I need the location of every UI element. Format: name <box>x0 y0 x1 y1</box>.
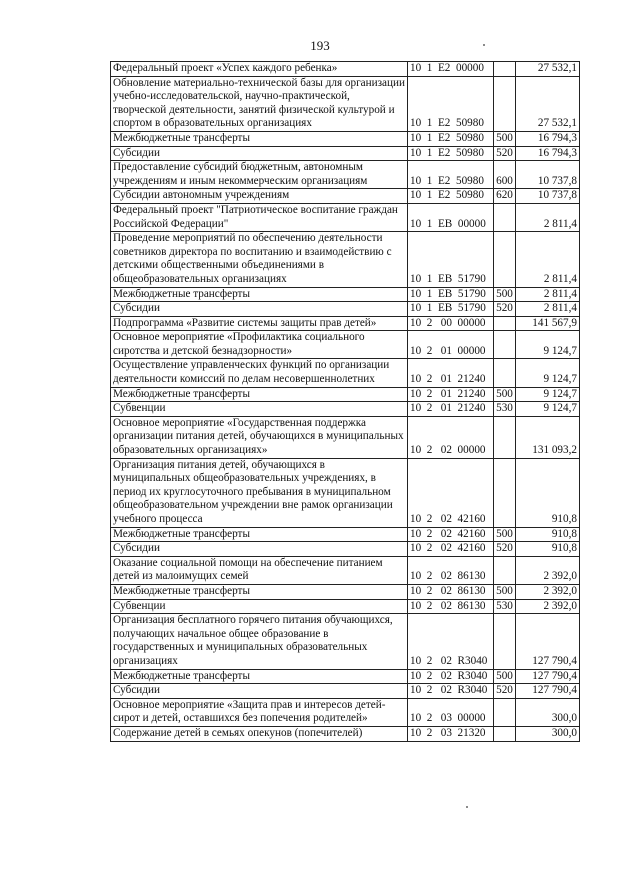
row-name-cell: Содержание детей в семьях опекунов (попечителей) <box>111 726 408 741</box>
row-name-cell: Межбюджетные трансферты <box>111 527 408 542</box>
table-row <box>111 359 580 387</box>
row-name-cell: Оказание социальной помощи на обеспечение питанием детей из малоимущих семей <box>111 556 408 584</box>
row-name-cell: Межбюджетные трансферты <box>111 584 408 599</box>
row-code-cell: 10 1 E2 00000 <box>408 62 494 77</box>
row-code-cell: 10 2 02 86130 <box>408 599 494 614</box>
row-code-cell: 10 2 02 86130 <box>408 584 494 599</box>
table-row <box>111 203 580 231</box>
row-amount-cell: 10 737,8 <box>516 189 580 204</box>
row-expense-type-cell: 500 <box>494 387 516 402</box>
row-amount-cell: 127 790,4 <box>516 614 580 669</box>
row-expense-type-cell: 520 <box>494 542 516 557</box>
table-row <box>111 416 580 458</box>
table-row <box>111 402 580 417</box>
row-code-cell: 10 2 02 42160 <box>408 542 494 557</box>
budget-table-body <box>111 62 580 742</box>
row-name-cell: Субсидии <box>111 542 408 557</box>
row-amount-cell: 910,8 <box>516 542 580 557</box>
row-code-cell: 10 2 02 R3040 <box>408 614 494 669</box>
row-amount-cell: 9 124,7 <box>516 331 580 359</box>
table-row <box>111 698 580 726</box>
row-name-cell: Федеральный проект «Успех каждого ребенка» <box>111 62 408 77</box>
row-code-cell: 10 1 EB 51790 <box>408 302 494 317</box>
table-row <box>111 302 580 317</box>
row-expense-type-cell <box>494 62 516 77</box>
row-code-cell: 10 1 E2 50980 <box>408 146 494 161</box>
row-name-cell: Субвенции <box>111 402 408 417</box>
row-expense-type-cell <box>494 232 516 287</box>
row-code-cell: 10 2 03 21320 <box>408 726 494 741</box>
row-expense-type-cell <box>494 556 516 584</box>
row-code-cell: 10 1 EB 51790 <box>408 232 494 287</box>
row-expense-type-cell <box>494 698 516 726</box>
row-name-cell: Межбюджетные трансферты <box>111 131 408 146</box>
row-code-cell: 10 1 E2 50980 <box>408 76 494 131</box>
budget-table <box>110 61 580 742</box>
row-name-cell: Организация питания детей, обучающихся в муниципальных общеобразовательных учреждениях, в период их круглосуточного пребывания в муниципальном общеобразовательном учреждении вне рамок организации учебного процесса <box>111 458 408 527</box>
row-code-cell: 10 2 02 R3040 <box>408 684 494 699</box>
row-amount-cell: 27 532,1 <box>516 62 580 77</box>
row-name-cell: Субсидии <box>111 302 408 317</box>
table-row <box>111 331 580 359</box>
row-expense-type-cell <box>494 203 516 231</box>
row-name-cell: Основное мероприятие «Профилактика социального сиротства и детской безнадзорности» <box>111 331 408 359</box>
row-name-cell: Субсидии <box>111 146 408 161</box>
row-expense-type-cell <box>494 76 516 131</box>
row-expense-type-cell <box>494 726 516 741</box>
row-amount-cell: 910,8 <box>516 527 580 542</box>
row-amount-cell: 127 790,4 <box>516 669 580 684</box>
row-expense-type-cell: 520 <box>494 302 516 317</box>
row-amount-cell: 910,8 <box>516 458 580 527</box>
row-expense-type-cell: 620 <box>494 189 516 204</box>
row-amount-cell: 2 392,0 <box>516 556 580 584</box>
row-expense-type-cell: 530 <box>494 402 516 417</box>
row-name-cell: Организация бесплатного горячего питания обучающихся, получающих начальное общее образование в государственных и муниципальных образовательных организациях <box>111 614 408 669</box>
row-expense-type-cell: 530 <box>494 599 516 614</box>
row-amount-cell: 10 737,8 <box>516 161 580 189</box>
table-row <box>111 131 580 146</box>
row-amount-cell: 27 532,1 <box>516 76 580 131</box>
row-code-cell: 10 2 02 00000 <box>408 416 494 458</box>
row-expense-type-cell <box>494 614 516 669</box>
row-expense-type-cell: 520 <box>494 146 516 161</box>
row-code-cell: 10 1 E2 50980 <box>408 189 494 204</box>
table-row <box>111 684 580 699</box>
row-code-cell: 10 2 00 00000 <box>408 316 494 331</box>
row-code-cell: 10 2 01 21240 <box>408 402 494 417</box>
row-amount-cell: 2 811,4 <box>516 287 580 302</box>
scan-speck <box>483 44 485 46</box>
row-name-cell: Основное мероприятие «Защита прав и интересов детей-сирот и детей, оставшихся без попечения родителей» <box>111 698 408 726</box>
row-name-cell: Субвенции <box>111 599 408 614</box>
row-code-cell: 10 2 01 21240 <box>408 359 494 387</box>
table-row <box>111 287 580 302</box>
row-amount-cell: 2 392,0 <box>516 599 580 614</box>
row-expense-type-cell <box>494 416 516 458</box>
row-name-cell: Субсидии <box>111 684 408 699</box>
row-amount-cell: 131 093,2 <box>516 416 580 458</box>
table-row <box>111 614 580 669</box>
table-row <box>111 669 580 684</box>
row-name-cell: Подпрограмма «Развитие системы защиты прав детей» <box>111 316 408 331</box>
row-amount-cell: 16 794,3 <box>516 131 580 146</box>
row-amount-cell: 2 392,0 <box>516 584 580 599</box>
row-code-cell: 10 1 EB 51790 <box>408 287 494 302</box>
row-name-cell: Основное мероприятие «Государственная поддержка организации питания детей, обучающихся в муниципальных образовательных организациях» <box>111 416 408 458</box>
row-amount-cell: 300,0 <box>516 698 580 726</box>
row-name-cell: Осуществление управленческих функций по организации деятельности комиссий по делам несовершеннолетних <box>111 359 408 387</box>
table-row <box>111 62 580 77</box>
row-code-cell: 10 2 02 86130 <box>408 556 494 584</box>
row-name-cell: Субсидии автономным учреждениям <box>111 189 408 204</box>
row-code-cell: 10 2 02 42160 <box>408 527 494 542</box>
table-row <box>111 726 580 741</box>
row-amount-cell: 9 124,7 <box>516 387 580 402</box>
row-expense-type-cell: 500 <box>494 527 516 542</box>
row-amount-cell: 2 811,4 <box>516 203 580 231</box>
row-amount-cell: 141 567,9 <box>516 316 580 331</box>
row-expense-type-cell: 600 <box>494 161 516 189</box>
table-row <box>111 542 580 557</box>
table-row <box>111 316 580 331</box>
row-name-cell: Предоставление субсидий бюджетным, автономным учреждениям и иным некоммерческим организациям <box>111 161 408 189</box>
row-expense-type-cell: 520 <box>494 684 516 699</box>
row-code-cell: 10 2 03 00000 <box>408 698 494 726</box>
table-row <box>111 556 580 584</box>
row-expense-type-cell <box>494 458 516 527</box>
table-row <box>111 527 580 542</box>
row-amount-cell: 9 124,7 <box>516 359 580 387</box>
table-row <box>111 458 580 527</box>
row-name-cell: Федеральный проект "Патриотическое воспитание граждан Российской Федерации" <box>111 203 408 231</box>
table-row <box>111 599 580 614</box>
row-name-cell: Межбюджетные трансферты <box>111 287 408 302</box>
row-expense-type-cell <box>494 316 516 331</box>
row-amount-cell: 16 794,3 <box>516 146 580 161</box>
table-row <box>111 189 580 204</box>
row-name-cell: Проведение мероприятий по обеспечению деятельности советников директора по воспитанию и взаимодействию с детскими общественными объединениями в общеобразовательных организациях <box>111 232 408 287</box>
scan-speck <box>466 806 468 808</box>
row-expense-type-cell: 500 <box>494 287 516 302</box>
row-code-cell: 10 1 E2 50980 <box>408 131 494 146</box>
row-name-cell: Межбюджетные трансферты <box>111 387 408 402</box>
table-row <box>111 76 580 131</box>
table-row <box>111 232 580 287</box>
row-amount-cell: 2 811,4 <box>516 302 580 317</box>
row-expense-type-cell: 500 <box>494 669 516 684</box>
row-expense-type-cell <box>494 331 516 359</box>
row-code-cell: 10 2 02 R3040 <box>408 669 494 684</box>
row-amount-cell: 9 124,7 <box>516 402 580 417</box>
row-amount-cell: 2 811,4 <box>516 232 580 287</box>
row-expense-type-cell <box>494 359 516 387</box>
row-code-cell: 10 2 01 00000 <box>408 331 494 359</box>
row-code-cell: 10 1 E2 50980 <box>408 161 494 189</box>
row-amount-cell: 300,0 <box>516 726 580 741</box>
table-row <box>111 161 580 189</box>
row-expense-type-cell: 500 <box>494 131 516 146</box>
row-expense-type-cell: 500 <box>494 584 516 599</box>
row-code-cell: 10 2 01 21240 <box>408 387 494 402</box>
row-name-cell: Обновление материально-технической базы для организации учебно-исследовательской, научно-практической, творческой деятельности, занятий физической культурой и спортом в образовательных организациях <box>111 76 408 131</box>
page-number: 193 <box>310 38 330 53</box>
table-row <box>111 387 580 402</box>
row-amount-cell: 127 790,4 <box>516 684 580 699</box>
row-name-cell: Межбюджетные трансферты <box>111 669 408 684</box>
row-code-cell: 10 1 EB 00000 <box>408 203 494 231</box>
row-code-cell: 10 2 02 42160 <box>408 458 494 527</box>
table-row <box>111 584 580 599</box>
table-row <box>111 146 580 161</box>
